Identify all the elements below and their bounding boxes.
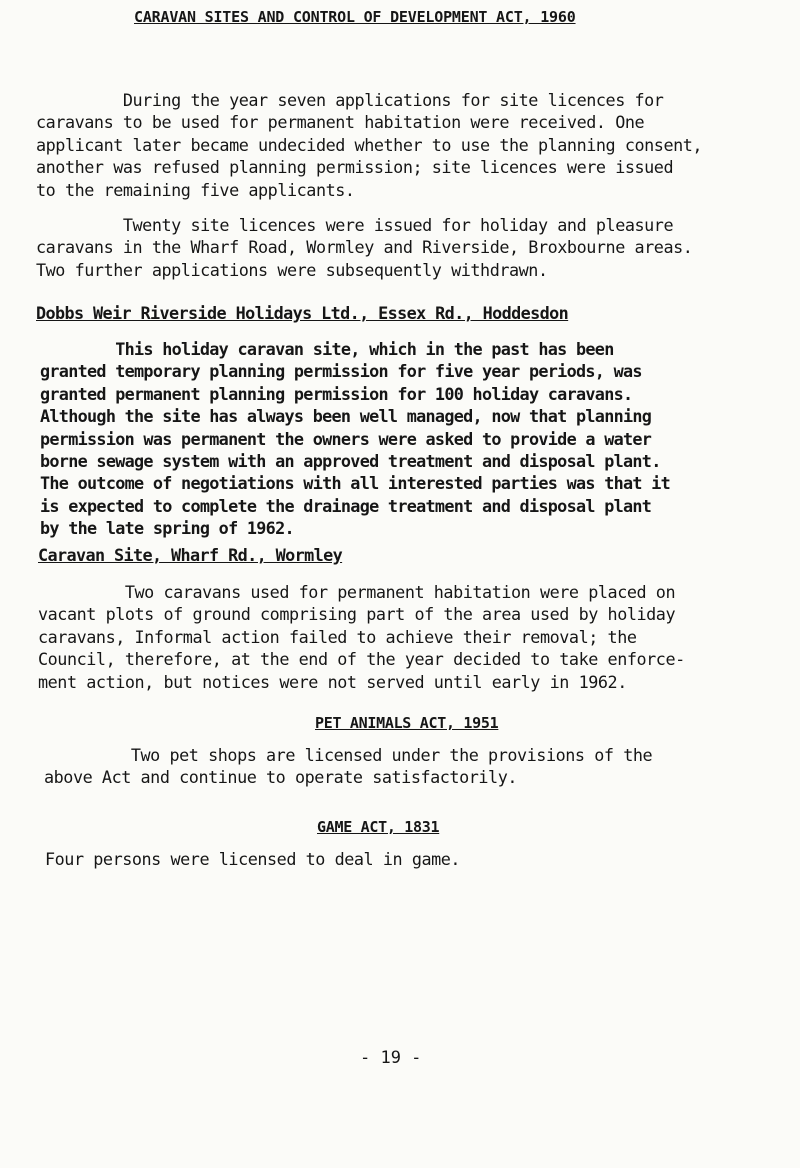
paragraph-holiday-licences: Twenty site licences were issued for holiday and pleasure caravans in the Wharf Road, Wormley and Riverside, Broxbourne areas. Two further applications were subsequently withdrawn. (36, 215, 693, 280)
section-heading-wharf-rd: Caravan Site, Wharf Rd., Wormley (38, 545, 343, 565)
paragraph-site-licences-permanent: During the year seven applications for site licences for caravans to be used for permanent habitation were received. One applicant later became undecided whether to use the planning consent, another was refused planning permission; site licences were issued to the remaining five applicants. (36, 90, 703, 200)
heading-game-act: GAME ACT, 1831 (317, 818, 440, 836)
section-heading-dobbs-weir: Dobbs Weir Riverside Holidays Ltd., Essex Rd., Hoddesdon (36, 303, 569, 323)
page-number: - 19 - (360, 1048, 422, 1068)
heading-pet-animals-act: PET ANIMALS ACT, 1951 (315, 714, 499, 732)
page-header: CARAVAN SITES AND CONTROL OF DEVELOPMENT ACT, 1960 (134, 8, 576, 26)
paragraph-dobbs-weir: This holiday caravan site, which in the past has been granted temporary planning permission for five year periods, was granted permanent planning permission for 100 holiday caravans. Although the site has always been well managed, now that planning permission was permanent the owners were asked to provide a water borne sewage system with an approved treatment and disposal plant. The outcome of negotiations with all interested parties was that it is expected to complete the drainage treatment and disposal plant by the late spring of 1962. (40, 339, 671, 539)
paragraph-wharf-rd: Two caravans used for permanent habitation were placed on vacant plots of ground comprising part of the area used by holiday caravans, Informal action failed to achieve their removal; the Council, therefore, at the end of the year decided to take enforce- ment action, but notices were not served until early in 1962. (38, 582, 685, 692)
paragraph-pet-shops: Two pet shops are licensed under the provisions of the above Act and continue to operate satisfactorily. (44, 745, 653, 788)
paragraph-game-licences: Four persons were licensed to deal in game. (45, 849, 461, 869)
